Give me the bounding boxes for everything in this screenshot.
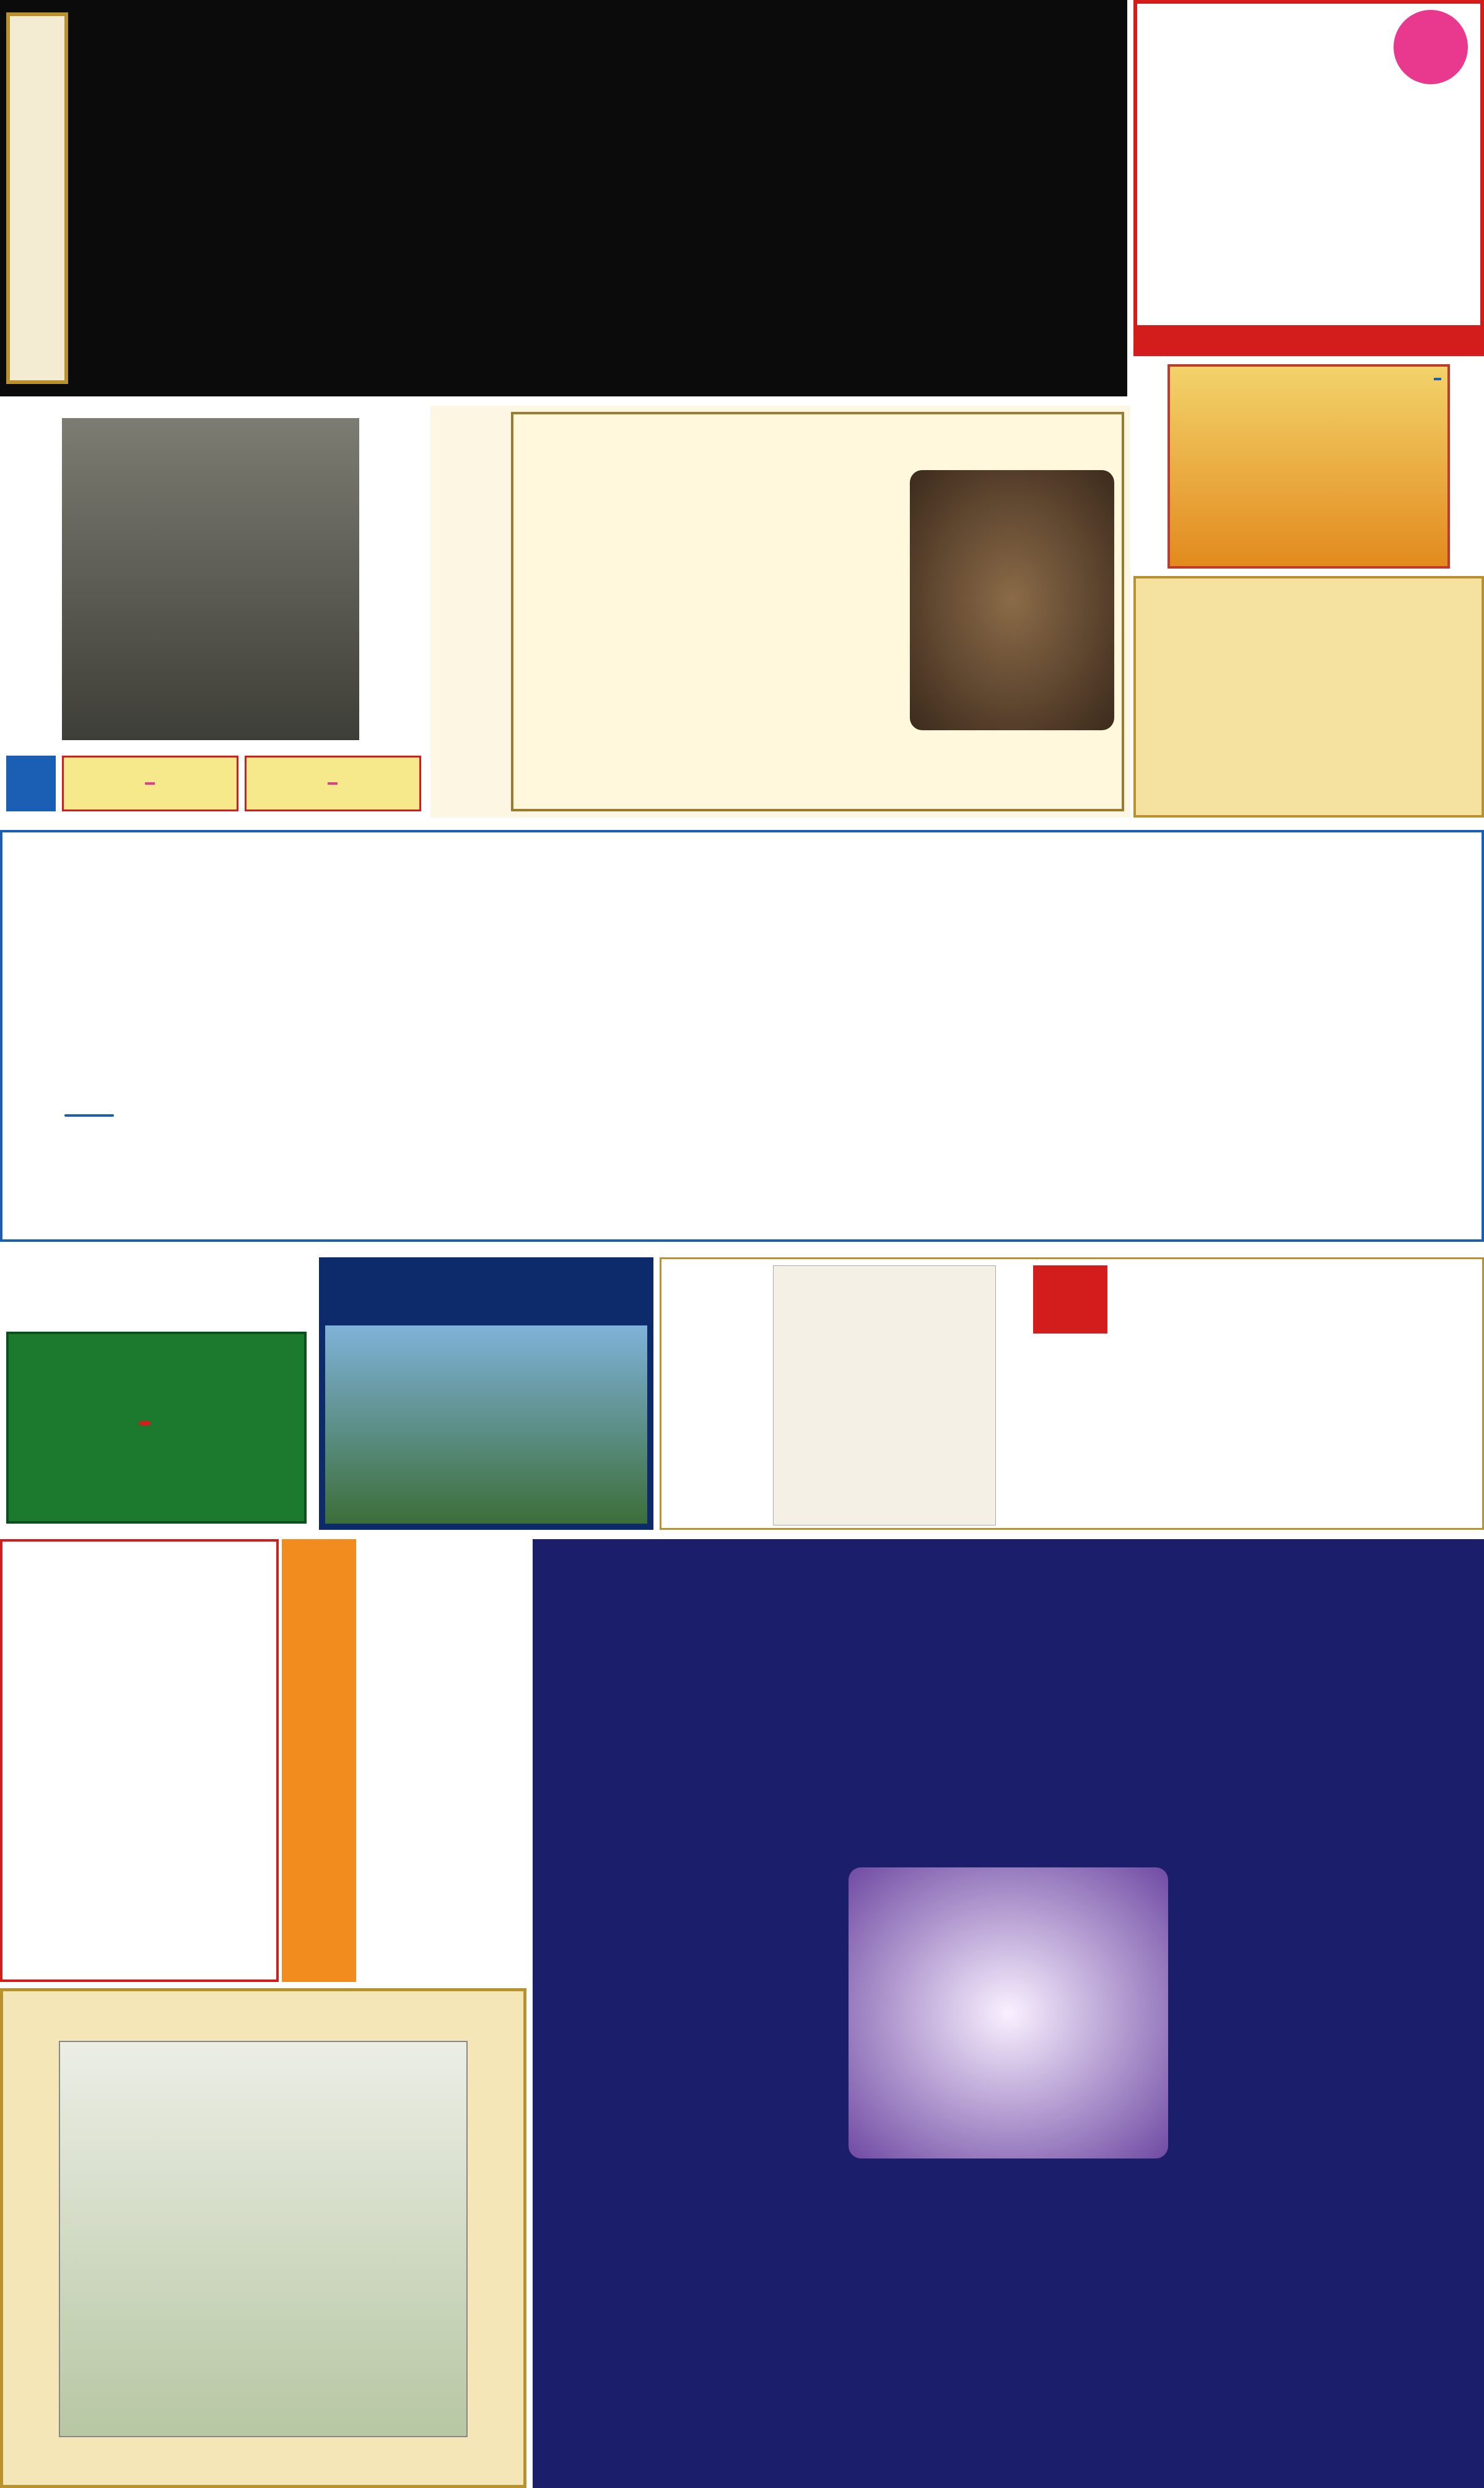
stats-grid [569,836,1480,1171]
eight-immortals-title [6,12,68,384]
treasure-panel [0,1988,526,2488]
eye-photo [62,418,359,740]
stats-next-label [64,1114,114,1117]
buddha-panel [660,1257,1484,1530]
tema-mid [139,1421,151,1426]
monkey-right [1453,359,1484,573]
eye-left-title [3,418,59,740]
eye-panel [0,406,427,818]
buddha-statue-image [910,470,1114,730]
smart-panel [0,1539,279,1982]
monk-drawing [773,1265,996,1526]
eye-right-title [362,418,424,740]
fortune-panel [1133,0,1484,356]
xiang-panel [319,1257,653,1530]
stats-panel [0,830,1484,1242]
monkey-sub [1434,378,1441,380]
eye-win1-tag [145,782,155,785]
liuguan-portraits [1142,650,1477,767]
folk-vertical [437,412,505,808]
fortune-badge [1394,10,1468,84]
eye-win2-tag [328,782,338,785]
eye-win1-label [6,756,56,811]
folk-panel [430,406,1130,818]
monkey-photo [325,1325,647,1524]
fortune-note [1137,325,1480,352]
liuguan-panel [1133,576,1484,818]
buddha-stamp [1033,1265,1107,1333]
tema-panel [0,1257,313,1530]
news-panel [533,1539,1484,2488]
guanyin-image [849,1867,1168,2158]
monkey-panel [1133,359,1484,573]
monkey-left [1133,359,1164,573]
eight-immortals-panel [0,0,1127,396]
landscape-painting [59,2041,468,2437]
shen-panel [282,1539,526,1982]
